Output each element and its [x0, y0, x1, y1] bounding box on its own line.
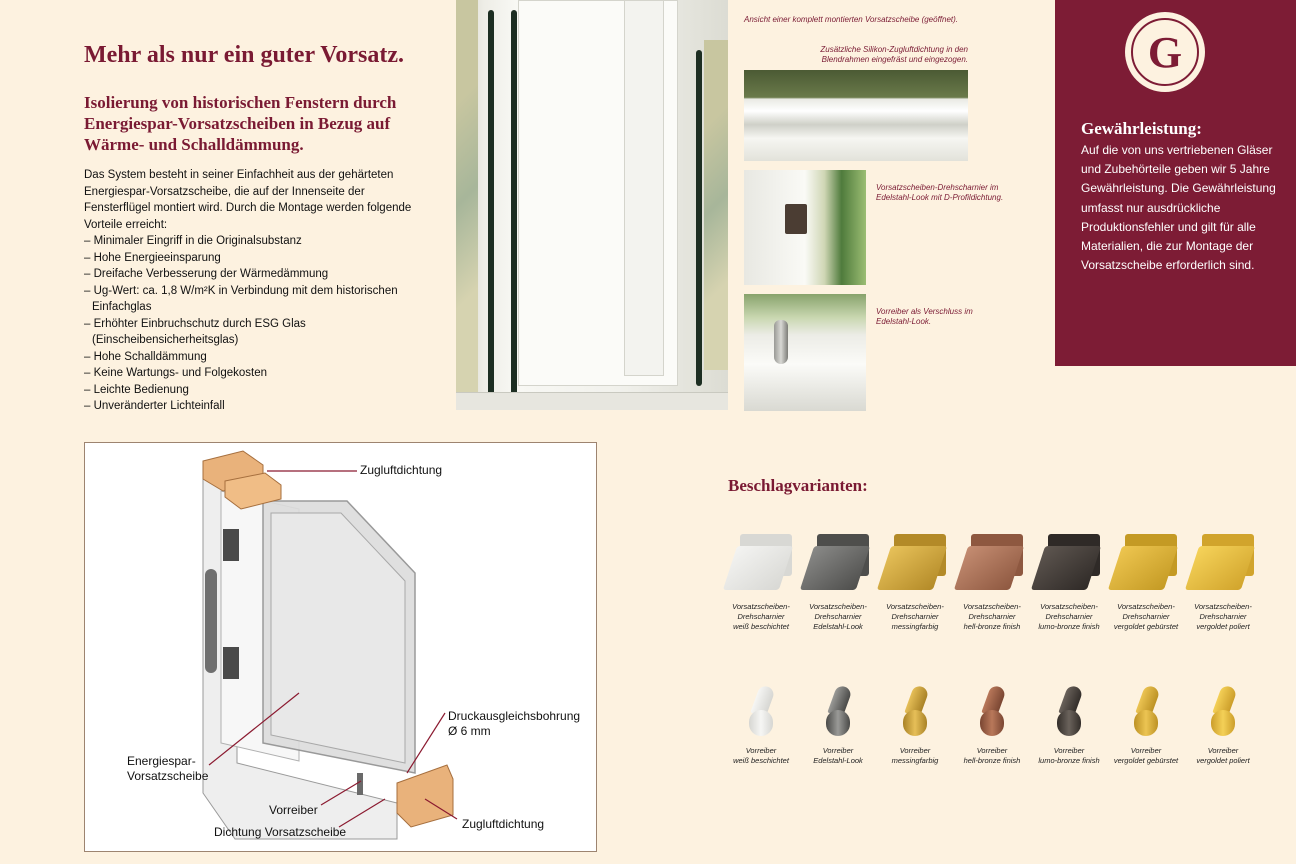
- latch-photo: [744, 294, 866, 411]
- label-top-seal: Zugluftdichtung: [360, 463, 443, 477]
- latch-variant-label: Vorreiber: [745, 746, 777, 755]
- hinge-icon: [1113, 532, 1179, 594]
- hinge-variant-label: Drehscharnier: [968, 612, 1016, 621]
- latch-icon: [1049, 686, 1089, 740]
- latch-barrel: [1057, 710, 1081, 736]
- warranty-text: Auf die von uns vertriebenen Gläser und Zubehörteile geben wir 5 Jahre Gewährleistung. Die Gewährleistung umfasst nur ausdrückliche Produktionsfehler und gilt für alle Materialien, die zur Montage der Vorsatzscheibe erforderlich sind.: [1081, 143, 1276, 273]
- intro-text: Das System besteht in seiner Einfachheit aus der gehärteten Energiespar-Vorsatzscheibe, die auf der Innenseite der Fensterflügel montiert wird. Durch die Montage werden folgende Vorteile erreicht:: [84, 169, 412, 231]
- hinge-front-plate: [800, 546, 870, 590]
- cross-section-diagram: [84, 442, 597, 852]
- hinge-icon: [805, 532, 871, 594]
- latch-variant: [955, 686, 1029, 766]
- latch-icon: [741, 686, 781, 740]
- caption-photo-2: Vorsatzscheiben-Drehscharnier im Edelstahl-Look mit D-Profildichtung.: [876, 183, 1004, 202]
- hinge-variant-label: Vorsatzscheiben-: [1194, 602, 1252, 611]
- latch-variant: [1186, 686, 1260, 766]
- hinge-variant-label: Drehscharnier: [1199, 612, 1247, 621]
- latch-variant-label: Vorreiber: [1053, 746, 1085, 755]
- hinge-variant: [1032, 532, 1106, 632]
- benefit-item: – Erhöhter Einbruchschutz durch ESG Glas (Einscheibensicherheitsglas): [84, 317, 306, 346]
- hinge-variant-label: Drehscharnier: [1122, 612, 1170, 621]
- hinge-variant: [1109, 532, 1183, 632]
- latch-variant-label: vergoldet poliert: [1196, 756, 1250, 765]
- logo-letter: G: [1131, 18, 1199, 86]
- hinge-variant-label: Vorsatzscheiben-: [809, 602, 867, 611]
- latch-barrel: [749, 710, 773, 736]
- latch-icon: [972, 686, 1012, 740]
- label-pressure-hole: Druckausgleichsbohrung: [448, 709, 581, 723]
- hinge-front-plate: [877, 546, 947, 590]
- benefit-item: – Keine Wartungs- und Folgekosten: [84, 367, 268, 379]
- latch-variant-label: vergoldet gebürstet: [1113, 756, 1179, 765]
- hinge-variant-label: Vorsatzscheiben-: [1040, 602, 1098, 611]
- latch-variant-label: messingfarbig: [891, 756, 939, 765]
- benefit-item: – Dreifache Verbesserung der Wärmedämmung: [84, 268, 329, 280]
- latch-variant-label: lumo-bronze finish: [1038, 756, 1100, 765]
- label-bottom-seal: Zugluftdichtung: [462, 817, 545, 831]
- latch-barrel: [1134, 710, 1158, 736]
- latch-variant-label: hell-bronze finish: [963, 756, 1021, 765]
- hinge-variant-label: Drehscharnier: [737, 612, 785, 621]
- benefit-item: – Minimaler Eingriff in die Originalsubstanz: [84, 235, 302, 247]
- latch-variant: [1109, 686, 1183, 766]
- hinge-variant-label: Vorsatzscheiben-: [732, 602, 790, 611]
- hinge-variant-label: messingfarbig: [891, 622, 939, 631]
- headline: Mehr als nur ein guter Vorsatz.: [84, 42, 405, 68]
- fittings-title: Beschlagvarianten:: [728, 476, 868, 495]
- company-logo: [1125, 12, 1205, 92]
- hinge-variant: [801, 532, 875, 632]
- hinge-front-plate: [954, 546, 1024, 590]
- benefit-item: – Unveränderter Lichteinfall: [84, 400, 225, 412]
- latch-barrel: [1211, 710, 1235, 736]
- caption-photo-3: Vorreiber als Verschluss im Edelstahl-Look.: [876, 307, 973, 326]
- hinge-variant: [1186, 532, 1260, 632]
- latch-icon: [895, 686, 935, 740]
- seal-photo: [744, 70, 968, 161]
- hinge-variant-label: hell-bronze finish: [963, 622, 1021, 631]
- hinge-variant-label: vergoldet poliert: [1196, 622, 1250, 631]
- hinge-variant-label: Drehscharnier: [1045, 612, 1093, 621]
- hinge-icon: [1190, 532, 1256, 594]
- hinge-variant: [878, 532, 952, 632]
- latch-variant-label: Vorreiber: [1130, 746, 1162, 755]
- hinge-icon: [1036, 532, 1102, 594]
- hinge-variant-label: vergoldet gebürstet: [1113, 622, 1179, 631]
- latch-variant: [801, 686, 875, 766]
- hinge-icon: [959, 532, 1025, 594]
- hinge-variant-label: Drehscharnier: [891, 612, 939, 621]
- cross-section-drawing: [85, 443, 598, 853]
- latch-icon: [1203, 686, 1243, 740]
- hinge-variant-label: Edelstahl-Look: [813, 622, 863, 631]
- benefit-item: – Hohe Schalldämmung: [84, 350, 207, 363]
- espagnolette-rod: [488, 10, 494, 396]
- benefit-item: – Ug-Wert: ca. 1,8 W/m²K in Verbindung mit dem historischen Einfachglas: [84, 284, 398, 313]
- latch-icon: [818, 686, 858, 740]
- latch-variant-label: Edelstahl-Look: [813, 756, 863, 765]
- espagnolette-rod: [511, 10, 517, 396]
- latch-barrel: [903, 710, 927, 736]
- espagnolette-rod: [696, 50, 702, 386]
- hinge-variant-label: weiß beschichtet: [733, 622, 789, 631]
- hinge-variant-label: Vorsatzscheiben-: [886, 602, 944, 611]
- benefit-item: – Leichte Bedienung: [84, 383, 189, 396]
- leaded-glass-left: [456, 0, 478, 392]
- latch-variant-label: Vorreiber: [976, 746, 1008, 755]
- leaded-glass-right: [704, 40, 728, 370]
- hinge-icon: [882, 532, 948, 594]
- hinge-variant: [955, 532, 1029, 632]
- latch-variant: [1032, 686, 1106, 766]
- label-pane-seal: Dichtung Vorsatzscheibe: [214, 825, 347, 839]
- hinge-detail: [785, 204, 807, 234]
- caption-main-photo: Ansicht einer komplett montierten Vorsatzscheibe (geöffnet).: [744, 15, 959, 24]
- hinge-front-plate: [723, 546, 793, 590]
- hinge-variant-label: Vorsatzscheiben-: [1117, 602, 1175, 611]
- latch-variant-label: weiß beschichtet: [733, 756, 789, 765]
- latch-icon: [1126, 686, 1166, 740]
- hinge-variant: [724, 532, 798, 632]
- hinge-variant-label: Drehscharnier: [814, 612, 862, 621]
- benefits-list: [84, 233, 404, 415]
- hinge-front-plate: [1108, 546, 1178, 590]
- label-pane-2: Vorsatzscheibe: [127, 769, 209, 783]
- hinge-variant-label: lumo-bronze finish: [1038, 622, 1100, 631]
- benefit-item: – Hohe Energieeinsparung: [84, 251, 221, 264]
- hinge-photo: [744, 170, 866, 285]
- caption-photo-1: Zusätzliche Silikon-Zugluftdichtung in den Blendrahmen eingefräst und eingezogen.: [820, 45, 968, 64]
- hinge-front-plate: [1185, 546, 1255, 590]
- window-sill: [456, 392, 728, 410]
- latch-barrel: [826, 710, 850, 736]
- label-pane-1: Energiespar-: [127, 754, 196, 768]
- label-latch: Vorreiber: [269, 803, 318, 817]
- pane-frame: [624, 0, 664, 376]
- hinge-icon: [728, 532, 794, 594]
- latch-variant: [724, 686, 798, 766]
- latch-variant-label: Vorreiber: [1207, 746, 1239, 755]
- latch-variant: [878, 686, 952, 766]
- latch-detail: [774, 320, 788, 364]
- subheadline: Isolierung von historischen Fenstern durch Energiespar-Vorsatzscheiben in Bezug auf Wärme- und Schalldämmung.: [84, 93, 397, 154]
- latch-variant-label: Vorreiber: [899, 746, 931, 755]
- warranty-panel: [1055, 0, 1296, 366]
- warranty-title: Gewährleistung:: [1081, 119, 1202, 138]
- hinge-variant-label: Vorsatzscheiben-: [963, 602, 1021, 611]
- latch-variant-label: Vorreiber: [822, 746, 854, 755]
- hinge-front-plate: [1031, 546, 1101, 590]
- label-pressure-diameter: Ø 6 mm: [448, 724, 491, 738]
- window-photo: [456, 0, 728, 410]
- latch-barrel: [980, 710, 1004, 736]
